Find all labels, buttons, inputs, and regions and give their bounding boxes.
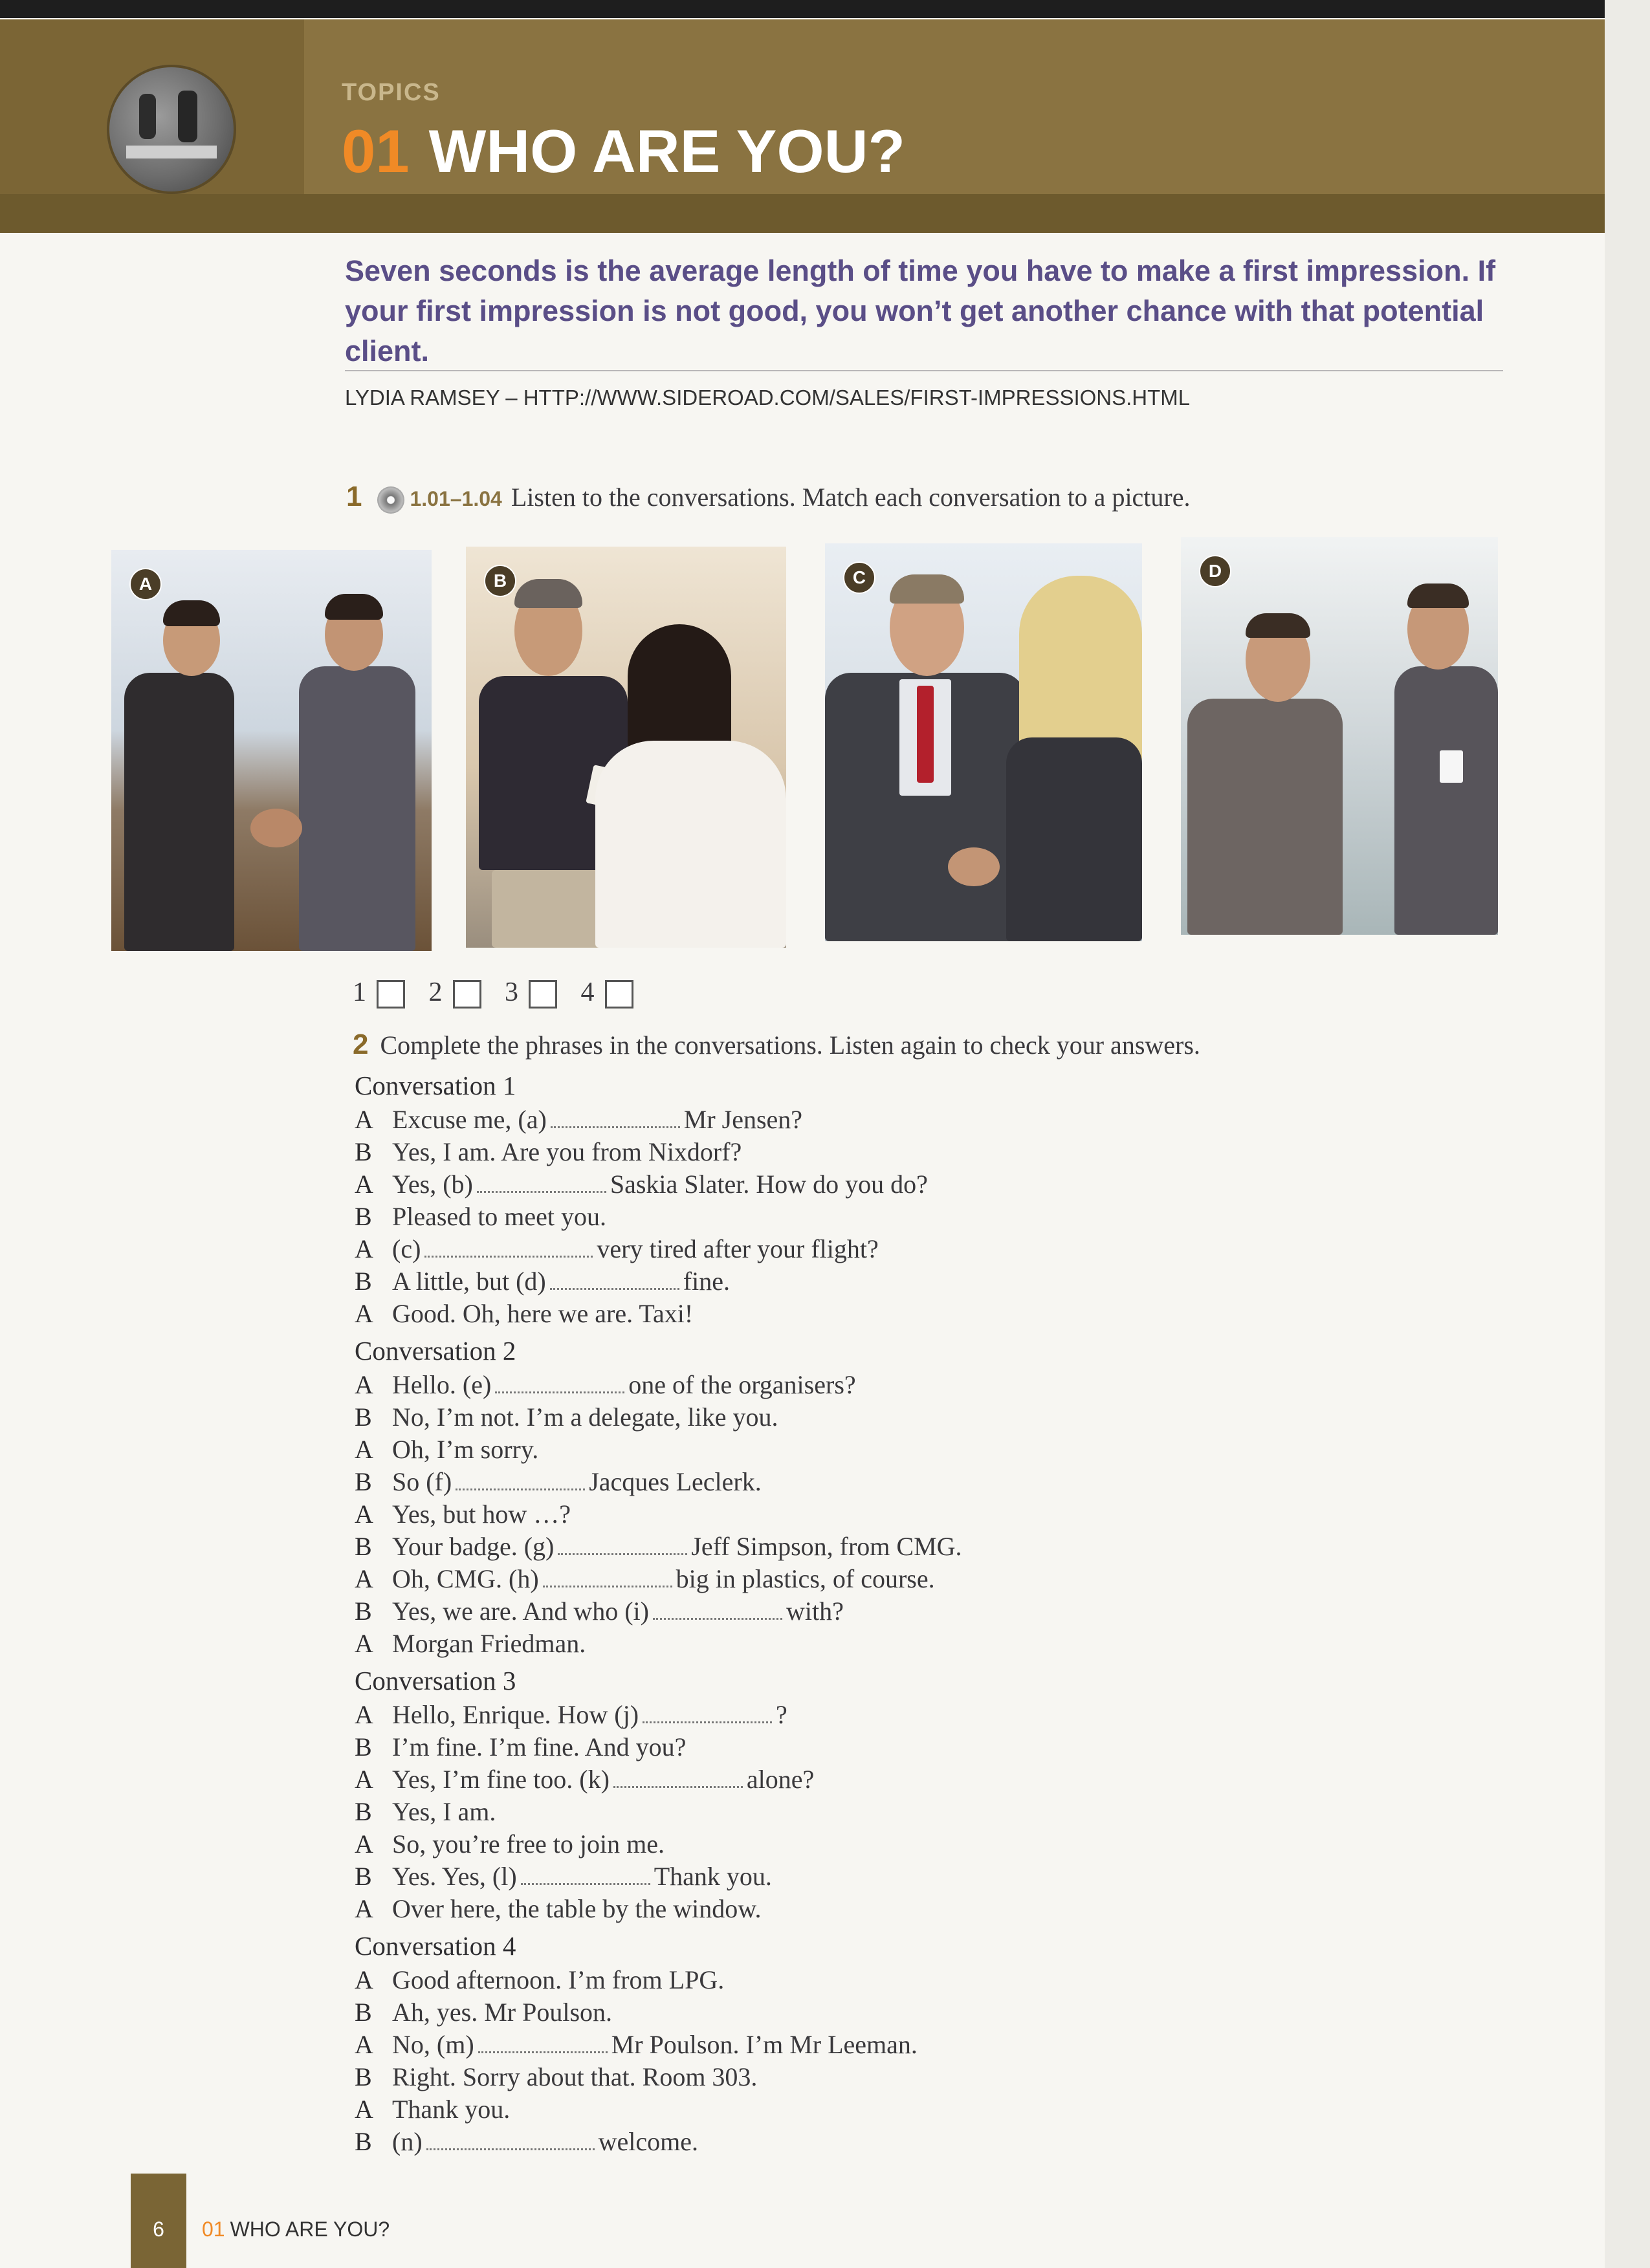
dialogue-text-after: welcome. (598, 2127, 699, 2156)
dialogue-text: Over here, the table by the window. (392, 1894, 762, 1923)
speaker-label: A (355, 1370, 373, 1399)
answer-box-1[interactable] (377, 980, 405, 1009)
speaker-label: B (355, 2127, 372, 2156)
conversation-title: Conversation 4 (355, 1931, 516, 1961)
dialogue-text: So (f) (392, 1467, 452, 1496)
dialogue-line (355, 1628, 1455, 1660)
intro-quote: Seven seconds is the average length of time you have to make a first impression. If your first impression is not good, you won’t get another chance with that potential client. (345, 254, 1496, 367)
dialogue-line (355, 2061, 1455, 2093)
dialogue-text: Oh, I’m sorry. (392, 1435, 539, 1464)
fill-in-blank[interactable] (478, 2031, 608, 2053)
speaker-label: A (355, 1700, 373, 1729)
dialogue-line (355, 1233, 1455, 1265)
conversation-2 (355, 1334, 1455, 1660)
answer-box-2[interactable] (453, 980, 481, 1009)
dialogue-line (355, 1763, 1455, 1796)
speaker-label: B (355, 1402, 372, 1432)
fill-in-blank[interactable] (550, 1267, 679, 1290)
photo-d (1181, 537, 1498, 935)
speaker-label: A (355, 1829, 373, 1859)
dialogue-text: Yes, we are. And who (i) (392, 1597, 649, 1626)
exercise-number: 2 (353, 1029, 369, 1060)
exercise-1-heading (346, 481, 1191, 514)
dialogue-line (355, 1563, 1455, 1595)
unit-title-text: WHO ARE YOU? (428, 117, 905, 185)
speaker-label: A (355, 1564, 373, 1593)
dialogue-text-after: Saskia Slater. How do you do? (610, 1170, 928, 1199)
dialogue-line (355, 1595, 1455, 1628)
fill-in-blank[interactable] (643, 1701, 772, 1723)
exercise-number: 1 (346, 481, 362, 512)
fill-in-blank[interactable] (558, 1532, 687, 1555)
dialogue-line (355, 2126, 1455, 2158)
dialogue-text-after: Jeff Simpson, from CMG. (691, 1532, 962, 1561)
dialogue-text-after: Jacques Leclerk. (589, 1467, 762, 1496)
dialogue-text: So, you’re free to join me. (392, 1829, 665, 1859)
conversation-3 (355, 1664, 1455, 1925)
dialogue-text-after: ? (776, 1700, 787, 1729)
answer-number: 1 (353, 977, 366, 1007)
photo-a (111, 550, 432, 951)
speaker-label: A (355, 1894, 373, 1923)
audio-track: 1.01–1.04 (410, 487, 502, 510)
dialogue-text: Morgan Friedman. (392, 1629, 586, 1658)
answer-box-3[interactable] (529, 980, 557, 1009)
dialogue-line (355, 1466, 1455, 1498)
fill-in-blank[interactable] (477, 1170, 606, 1193)
speaker-label: A (355, 1435, 373, 1464)
speaker-label: B (355, 1267, 372, 1296)
dialogue-text: (c) (392, 1234, 421, 1263)
speaker-label: B (355, 1732, 372, 1761)
dialogue-text: Yes, (b) (392, 1170, 473, 1199)
dialogue-line (355, 1401, 1455, 1434)
dialogue-line (355, 1796, 1455, 1828)
dialogue-text: Yes, I am. Are you from Nixdorf? (392, 1137, 742, 1166)
dialogue-text: A little, but (d) (392, 1267, 546, 1296)
dialogue-text: (n) (392, 2127, 423, 2156)
dialogue-text-after: fine. (683, 1267, 730, 1296)
speaker-label: A (355, 1965, 373, 1994)
conversation-4 (355, 1929, 1455, 2158)
speaker-label: B (355, 2062, 372, 2091)
dialogue-line (355, 1369, 1455, 1401)
dialogue-line (355, 1699, 1455, 1731)
dialogue-text: Your badge. (g) (392, 1532, 555, 1561)
dialogue-line (355, 1498, 1455, 1531)
dialogue-text: Thank you. (392, 2095, 511, 2124)
fill-in-blank[interactable] (551, 1106, 680, 1128)
speaker-label: B (355, 1467, 372, 1496)
fill-in-blank[interactable] (456, 1468, 585, 1490)
dialogue-text: Yes, but how …? (392, 1499, 571, 1529)
dialogue-text-after: alone? (746, 1765, 815, 1794)
scan-edge (0, 0, 1650, 18)
footer-title-text: WHO ARE YOU? (230, 2218, 390, 2241)
fill-in-blank[interactable] (521, 1862, 650, 1885)
answer-number: 4 (580, 977, 595, 1007)
dialogue-text-after: with? (786, 1597, 844, 1626)
quote-source: LYDIA RAMSEY – HTTP://WWW.SIDEROAD.COM/SALES/FIRST-IMPRESSIONS.HTML (345, 386, 1191, 409)
dialogue-text: Good. Oh, here we are. Taxi! (392, 1299, 694, 1328)
dialogue-line (355, 1265, 1455, 1298)
dialogue-text-after: Mr Poulson. I’m Mr Leeman. (611, 2030, 918, 2059)
photo-b (466, 547, 786, 948)
page-margin (1605, 0, 1650, 2268)
exercise-instruction: Listen to the conversations. Match each conversation to a picture. (511, 483, 1191, 512)
dialogue-text: Good afternoon. I’m from LPG. (392, 1965, 725, 1994)
speaker-label: A (355, 2095, 373, 2124)
dialogue-text: No, I’m not. I’m a delegate, like you. (392, 1402, 778, 1432)
dialogue-text-after: Thank you. (654, 1862, 772, 1891)
dialogue-text: Ah, yes. Mr Poulson. (392, 1998, 613, 2027)
fill-in-blank[interactable] (543, 1565, 672, 1587)
footer-unit-title (202, 2218, 390, 2241)
speaker-label: A (355, 1499, 373, 1529)
speaker-label: A (355, 1299, 373, 1328)
speaker-label: A (355, 1234, 373, 1263)
dialogue-line (355, 1201, 1455, 1233)
dialogue-line (355, 1168, 1455, 1201)
unit-title (342, 116, 905, 186)
dialogue-text-after: Mr Jensen? (683, 1105, 803, 1134)
fill-in-blank[interactable] (653, 1597, 782, 1620)
speaker-label: B (355, 1862, 372, 1891)
meeting-photo-circle (107, 65, 236, 194)
dialogue-line (355, 1828, 1455, 1860)
dialogue-text-after: one of the organisers? (628, 1370, 856, 1399)
quote-divider (345, 370, 1503, 371)
dialogue-line (355, 2029, 1455, 2061)
speaker-label: B (355, 1202, 372, 1231)
speaker-label: A (355, 1170, 373, 1199)
header-banner-bottom (0, 194, 1605, 233)
dialogue-line (355, 1860, 1455, 1893)
dialogue-line (355, 2093, 1455, 2126)
dialogue-text: Pleased to meet you. (392, 1202, 607, 1231)
dialogue-text-after: very tired after your flight? (597, 1234, 879, 1263)
dialogue-text: Oh, CMG. (h) (392, 1564, 539, 1593)
photo-label-a: A (129, 568, 162, 600)
audio-cd-icon[interactable] (377, 486, 404, 514)
matching-answers (353, 977, 650, 1009)
exercise-instruction: Complete the phrases in the conversations. Listen again to check your answers. (380, 1030, 1200, 1060)
photo-label-b: B (484, 565, 516, 597)
dialogue-text: Yes. Yes, (l) (392, 1862, 517, 1891)
dialogue-text: Right. Sorry about that. Room 303. (392, 2062, 758, 2091)
page-number: 6 (153, 2218, 164, 2241)
fill-in-blank[interactable] (424, 1235, 593, 1258)
dialogue-line (355, 1531, 1455, 1563)
speaker-label: A (355, 1629, 373, 1658)
dialogue-line (355, 1434, 1455, 1466)
section-label: TOPICS (342, 79, 441, 106)
answer-number: 3 (505, 977, 518, 1007)
speaker-label: A (355, 1765, 373, 1794)
dialogue-line (355, 1996, 1455, 2029)
dialogue-line (355, 1298, 1455, 1330)
dialogue-text: Hello, Enrique. How (j) (392, 1700, 639, 1729)
conversation-1 (355, 1069, 1455, 1330)
dialogue-text: No, (m) (392, 2030, 474, 2059)
dialogue-line (355, 1136, 1455, 1168)
unit-number: 01 (342, 117, 410, 185)
exercise-2-heading (353, 1029, 1200, 1061)
footer-unit-number: 01 (202, 2218, 225, 2241)
fill-in-blank[interactable] (495, 1371, 624, 1393)
conversation-title: Conversation 2 (355, 1336, 516, 1366)
dialogue-text: Yes, I’m fine too. (k) (392, 1765, 610, 1794)
photo-label-d: D (1199, 555, 1231, 587)
dialogue-line (355, 1731, 1455, 1763)
dialogue-text: Yes, I am. (392, 1797, 496, 1826)
fill-in-blank[interactable] (426, 2128, 595, 2150)
dialogue-line (355, 1893, 1455, 1925)
speaker-label: B (355, 1998, 372, 2027)
photo-c (825, 543, 1142, 941)
conversation-title: Conversation 3 (355, 1666, 516, 1696)
speaker-label: A (355, 1105, 373, 1134)
answer-number: 2 (428, 977, 443, 1007)
dialogue-text: I’m fine. I’m fine. And you? (392, 1732, 687, 1761)
dialogue-text-after: big in plastics, of course. (676, 1564, 935, 1593)
dialogue-line (355, 1104, 1455, 1136)
fill-in-blank[interactable] (613, 1765, 743, 1788)
speaker-label: A (355, 2030, 373, 2059)
photo-label-c: C (843, 562, 875, 594)
dialogue-line (355, 1964, 1455, 1996)
speaker-label: B (355, 1137, 372, 1166)
speaker-label: B (355, 1597, 372, 1626)
speaker-label: B (355, 1797, 372, 1826)
speaker-label: B (355, 1532, 372, 1561)
dialogue-text: Hello. (e) (392, 1370, 492, 1399)
answer-box-4[interactable] (605, 980, 633, 1009)
conversation-title: Conversation 1 (355, 1071, 516, 1100)
dialogue-text: Excuse me, (a) (392, 1105, 547, 1134)
